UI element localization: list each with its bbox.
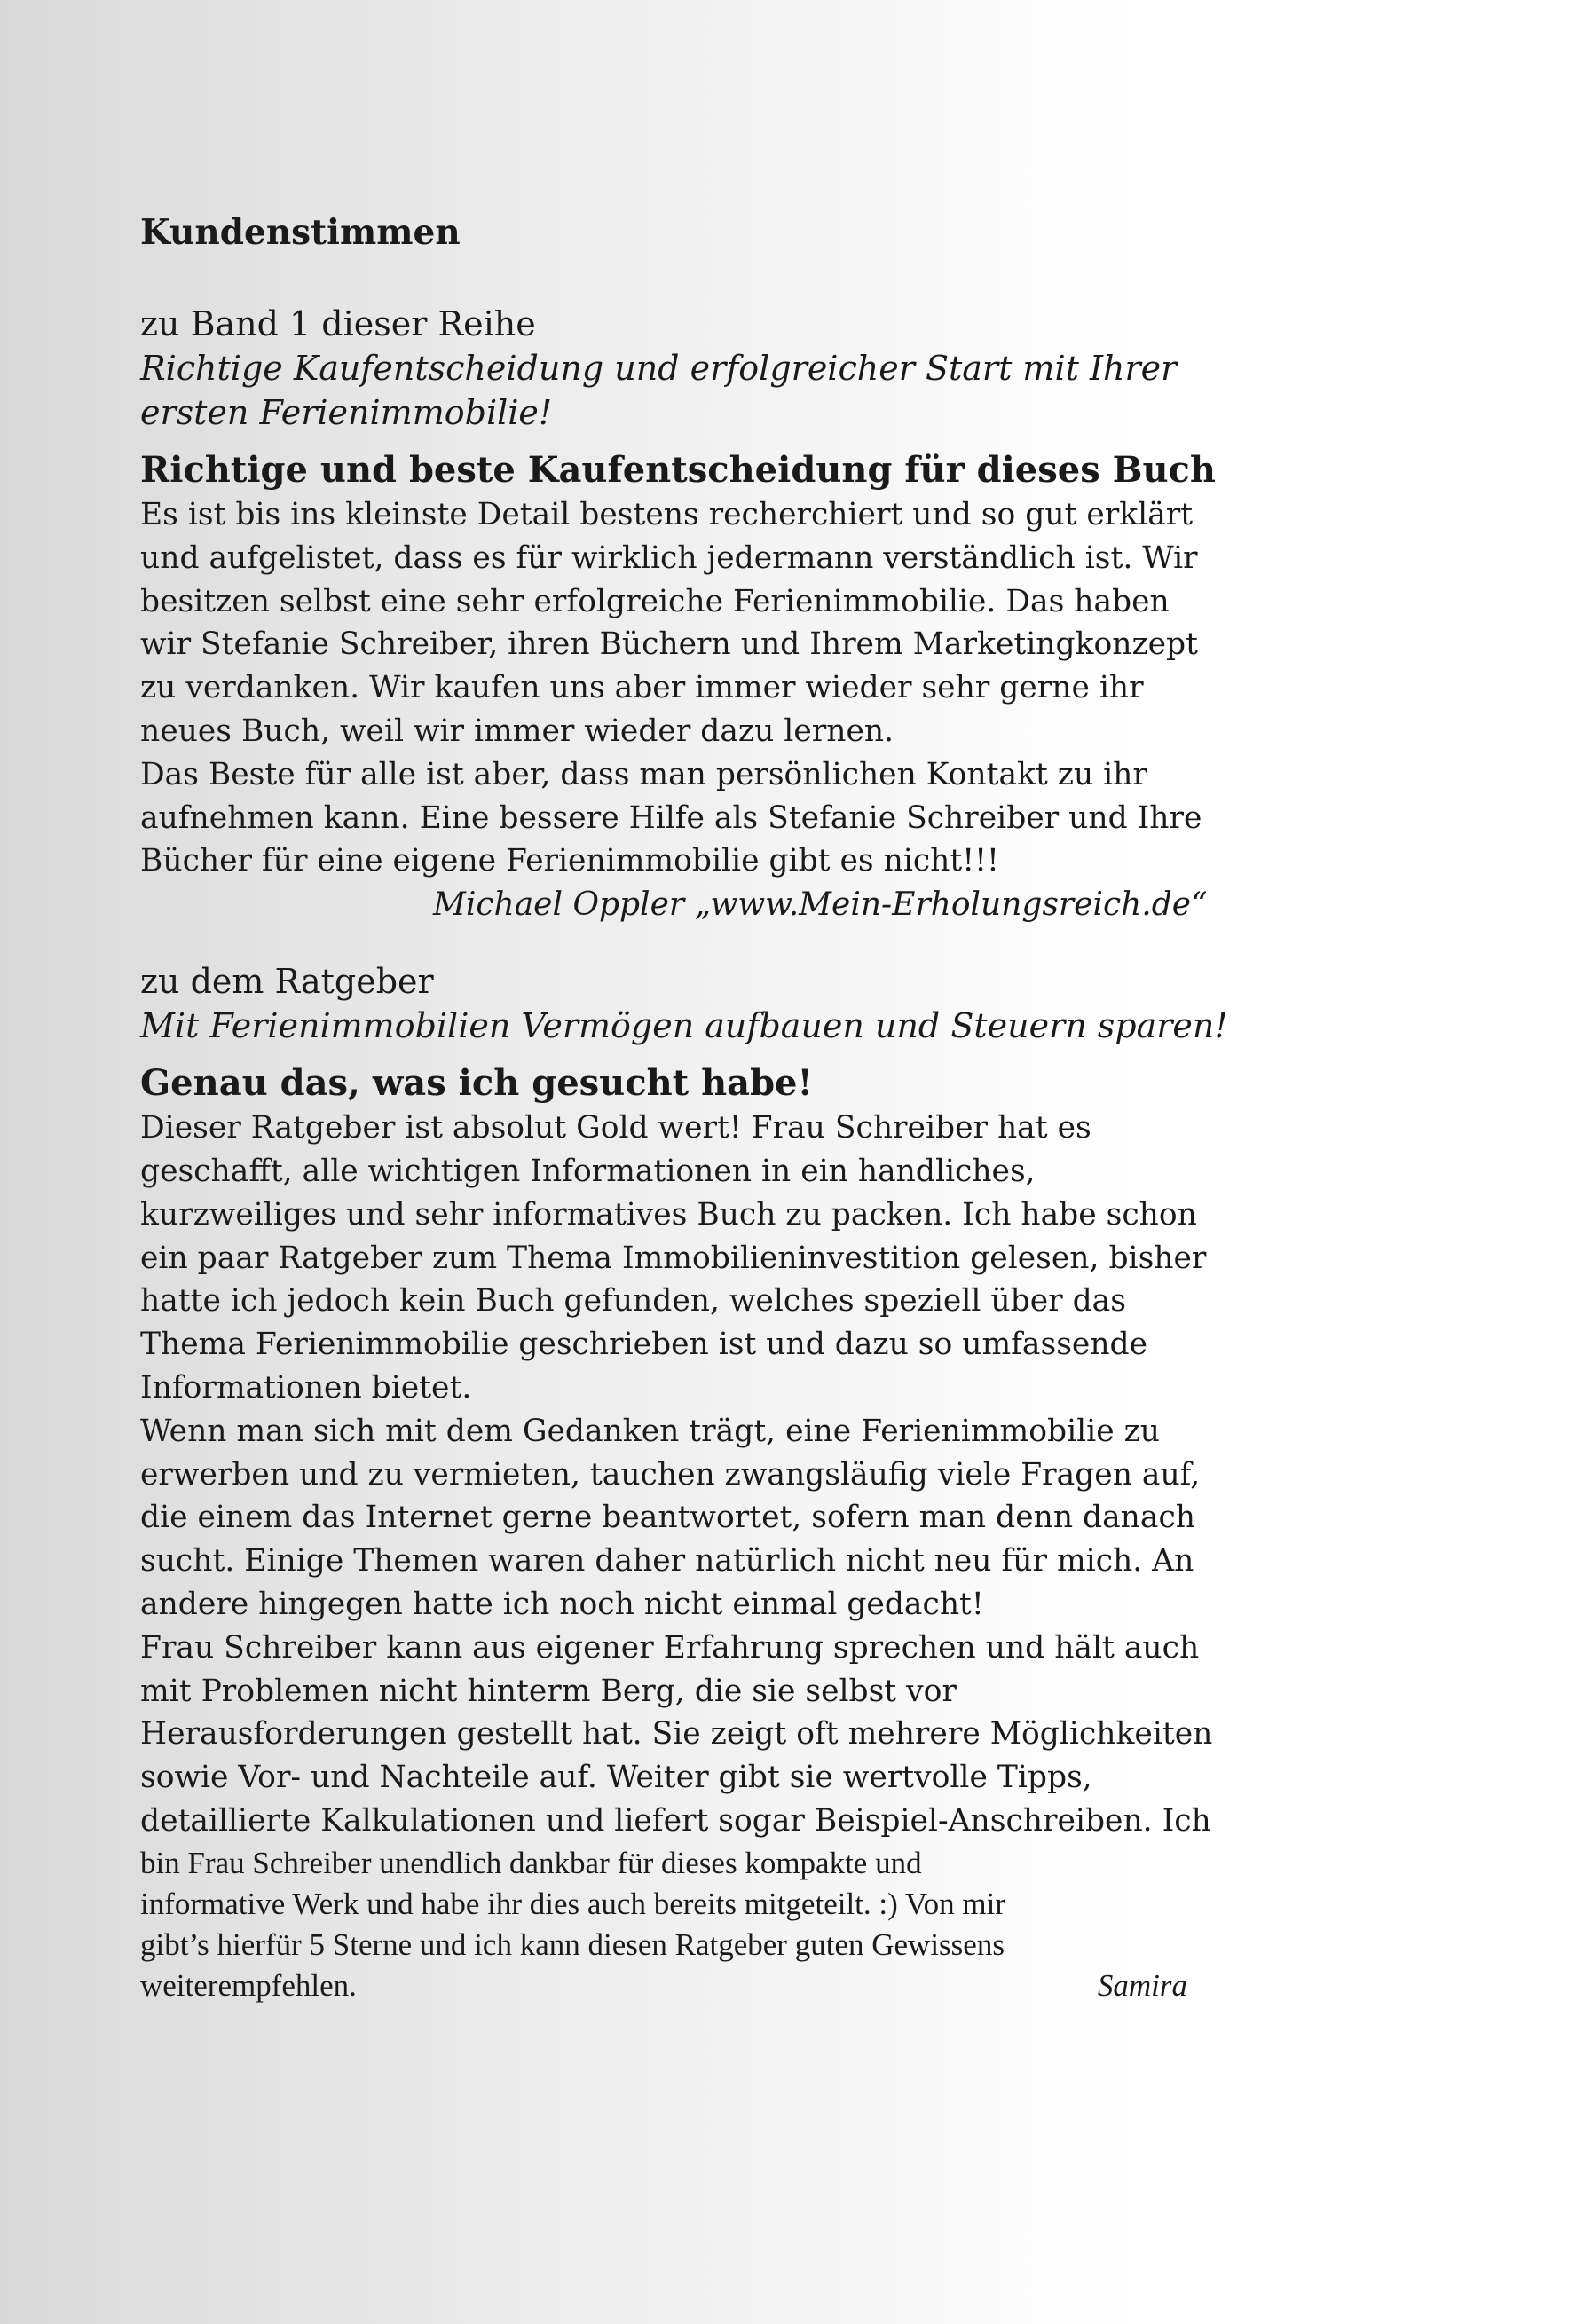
review-line: gibt’s hierfür 5 Sterne und ich kann diesen Ratgeber guten Gewissens — [140, 1926, 1005, 1962]
closing-line — [140, 1966, 1187, 2006]
review-line: Dieser Ratgeber ist absolut Gold wert! Frau Schreiber hat es — [140, 1110, 1091, 1146]
testimonial-section-1 — [140, 302, 1241, 927]
review-line: mit Problemen nicht hinterm Berg, die sie selbst vor — [140, 1673, 957, 1709]
review-line: Wenn man sich mit dem Gedanken trägt, eine Ferienimmobilie zu — [140, 1413, 1160, 1449]
section-intro: zu dem Ratgeber — [140, 962, 434, 1002]
review-line: detaillierte Kalkulationen und liefert sogar Beispiel-Anschreiben. Ich — [140, 1802, 1211, 1839]
review-heading: Richtige und beste Kaufentscheidung für dieses Buch — [140, 449, 1216, 491]
reviewer-signature: Michael Oppler „www.Mein-Erholungsreich.de“ — [433, 886, 1208, 924]
review-line: aufnehmen kann. Eine bessere Hilfe als Stefanie Schreiber und Ihre — [140, 800, 1202, 836]
review-line: und aufgelistet, dass es für wirklich jedermann verständlich ist. Wir — [140, 540, 1198, 576]
review-line: zu verdanken. Wir kaufen uns aber immer wieder sehr gerne ihr — [140, 670, 1144, 706]
review-line: kurzweiliges und sehr informatives Buch zu packen. Ich habe schon — [140, 1196, 1197, 1233]
review-line: wir Stefanie Schreiber, ihren Büchern und Ihrem Marketingkonzept — [140, 626, 1199, 663]
testimonial-section-2 — [140, 959, 1241, 2006]
review-line: Herausforderungen gestellt hat. Sie zeigt oft mehrere Möglichkeiten — [140, 1716, 1213, 1753]
document-page — [140, 209, 1241, 2006]
review-line: besitzen selbst eine sehr erfolgreiche Ferienimmobilie. Das haben — [140, 583, 1170, 619]
book-title-line: Richtige Kaufentscheidung und erfolgreicher Start mit Ihrer — [140, 349, 1178, 388]
review-line: ein paar Ratgeber zum Thema Immobilieninvestition gelesen, bisher — [140, 1240, 1207, 1276]
review-line: bin Frau Schreiber unendlich dankbar für dieses kompakte und — [140, 1845, 922, 1880]
review-line: Das Beste für alle ist aber, dass man persönlichen Kontakt zu ihr — [140, 756, 1147, 792]
review-line: Frau Schreiber kann aus eigener Erfahrung sprechen und hält auch — [140, 1629, 1200, 1666]
review-line: sowie Vor- und Nachteile auf. Weiter gibt sie wertvolle Tipps, — [140, 1760, 1092, 1796]
review-line: hatte ich jedoch kein Buch gefunden, welches speziell über das — [140, 1283, 1126, 1320]
review-heading: Genau das, was ich gesucht habe! — [140, 1062, 814, 1105]
review-last-line: weiterempfehlen. — [140, 1967, 357, 2003]
review-line: Bücher für eine eigene Ferienimmobilie gibt es nicht!!! — [140, 843, 999, 879]
review-line: geschafft, alle wichtigen Informationen in ein handliches, — [140, 1153, 1036, 1189]
review-line: informative Werk und habe ihr dies auch bereits mitgeteilt. :) Von mir — [140, 1886, 1006, 1921]
book-title: Mit Ferienimmobilien Vermögen aufbauen und Steuern sparen! — [140, 1006, 1228, 1046]
section-intro: zu Band 1 dieser Reihe — [140, 304, 536, 343]
book-title-line: ersten Ferienimmobilie! — [140, 393, 553, 432]
review-line: die einem das Internet gerne beantwortet, sofern man denn danach — [140, 1500, 1196, 1536]
review-line: Informationen bietet. — [140, 1369, 472, 1406]
review-line: erwerben und zu vermieten, tauchen zwangsläufig viele Fragen auf, — [140, 1456, 1201, 1493]
review-line: neues Buch, weil wir immer wieder dazu lernen. — [140, 713, 894, 749]
page-title: Kundenstimmen — [140, 212, 461, 253]
review-line: sucht. Einige Themen waren daher natürlich nicht neu für mich. An — [140, 1543, 1194, 1580]
review-line: Es ist bis ins kleinste Detail bestens recherchiert und so gut erklärt — [140, 497, 1194, 532]
reviewer-signature: Samira — [1097, 1967, 1187, 2003]
review-line: andere hingegen hatte ich noch nicht einmal gedacht! — [140, 1586, 984, 1622]
review-line: Thema Ferienimmobilie geschrieben ist und dazu so umfassende — [140, 1327, 1148, 1363]
